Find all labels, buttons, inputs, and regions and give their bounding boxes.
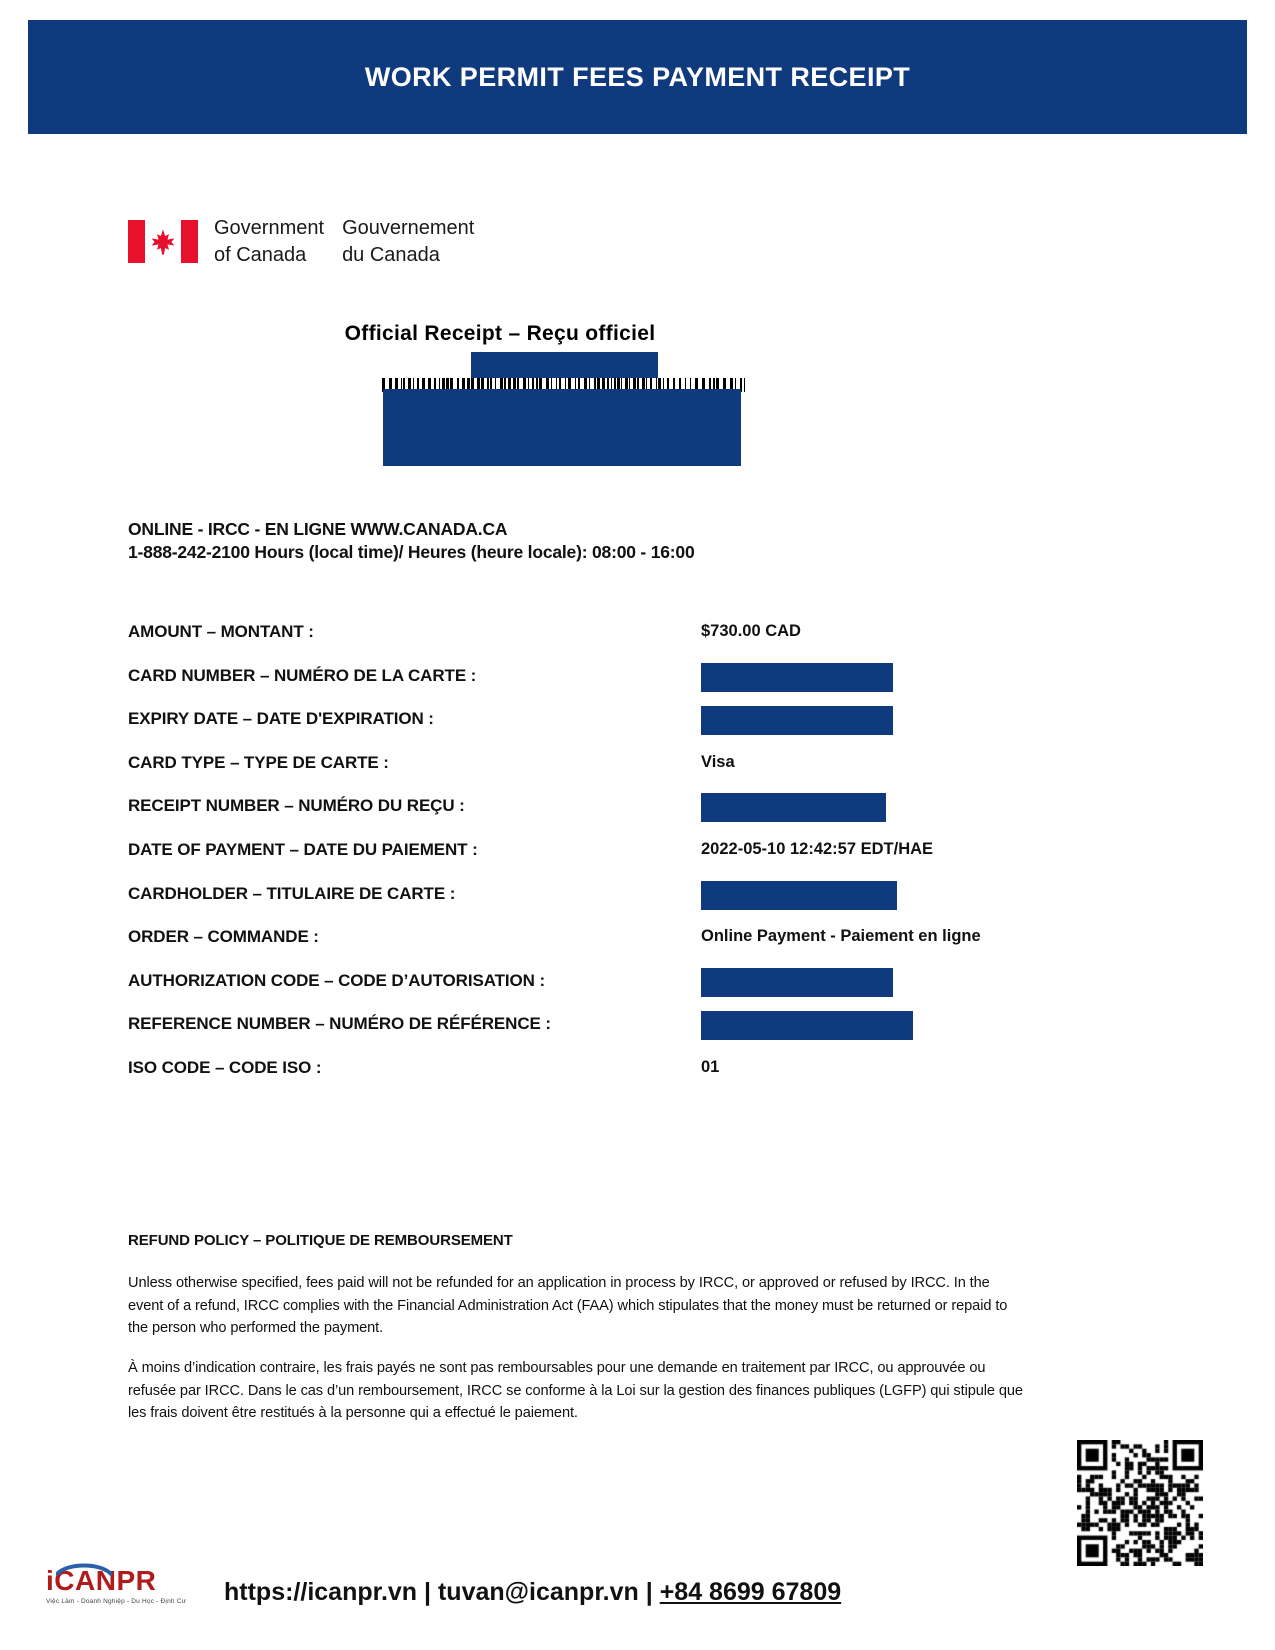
redaction-bar-field-value	[701, 663, 893, 692]
refund-policy-heading: REFUND POLICY – POLITIQUE DE REMBOURSEMENT	[128, 1232, 513, 1249]
contact-line-phone-hours: 1-888-242-2100 Hours (local time)/ Heures (heure locale): 08:00 - 16:00	[128, 542, 695, 563]
redaction-bar-field-value	[701, 1011, 913, 1040]
footer-separator-1: |	[417, 1578, 438, 1606]
header-banner	[28, 20, 1247, 134]
icanpr-logo	[46, 1567, 211, 1605]
field-row	[128, 1058, 1088, 1102]
field-row	[128, 753, 1088, 797]
field-label: AMOUNT – MONTANT :	[128, 622, 314, 641]
official-receipt-title: Official Receipt – Reçu officiel	[344, 322, 656, 345]
redaction-bar-field-value	[701, 968, 893, 997]
field-row	[128, 927, 1088, 971]
field-value: Visa	[701, 752, 735, 771]
redaction-bar-field-value	[701, 793, 886, 822]
canada-flag-icon	[128, 220, 198, 263]
field-label: RECEIPT NUMBER – NUMÉRO DU REÇU :	[128, 796, 465, 816]
icanpr-tagline: Việc Làm - Doanh Nghiệp - Du Học - Định Cư	[46, 1598, 187, 1605]
page-title: WORK PERMIT FEES PAYMENT RECEIPT	[364, 61, 911, 92]
wordmark-french-line2: du Canada	[342, 243, 440, 266]
field-label: AUTHORIZATION CODE – CODE D’AUTORISATION :	[128, 970, 546, 990]
footer-phone-link[interactable]: +84 8699 67809	[659, 1578, 842, 1606]
footer-email-link[interactable]: tuvan@icanpr.vn	[437, 1578, 639, 1606]
field-value: 2022-05-10 12:42:57 EDT/HAE	[701, 839, 934, 858]
field-value: 01	[701, 1057, 720, 1076]
field-label: CARDHOLDER – TITULAIRE DE CARTE :	[128, 883, 456, 903]
field-label: REFERENCE NUMBER – NUMÉRO DE RÉFÉRENCE :	[128, 1014, 551, 1034]
field-row	[128, 1014, 1088, 1058]
wordmark-french-line1: Gouvernement	[342, 217, 475, 239]
field-row	[128, 971, 1088, 1015]
field-value: Online Payment - Paiement en ligne	[701, 927, 981, 946]
government-of-canada-wordmark	[128, 215, 474, 268]
field-row	[128, 840, 1088, 884]
footer-contact-line	[224, 1578, 841, 1607]
field-row	[128, 622, 1088, 666]
wordmark-english-line1: Government	[214, 217, 325, 239]
field-label: CARD TYPE – TYPE DE CARTE :	[128, 752, 389, 772]
field-label: CARD NUMBER – NUMÉRO DE LA CARTE :	[128, 665, 477, 685]
field-label: EXPIRY DATE – DATE D'EXPIRATION :	[128, 709, 434, 729]
redaction-bar-barcode	[383, 389, 741, 466]
field-value: $730.00 CAD	[701, 622, 801, 640]
field-row	[128, 796, 1088, 840]
wordmark-english	[214, 215, 324, 268]
refund-policy-english: Unless otherwise specified, fees paid will not be refunded for an application in process by IRCC, or approved or refused by IRCC. In the event of a refund, IRCC complies with the Financial Administration Act (FAA) which stipulates that the money must be returned or repaid to the person who performed the payment.	[128, 1275, 1008, 1337]
field-label: DATE OF PAYMENT – DATE DU PAIEMENT :	[128, 839, 478, 859]
field-row	[128, 709, 1088, 753]
field-row	[128, 884, 1088, 928]
swoosh-icon	[56, 1561, 112, 1579]
wordmark-french	[342, 215, 474, 268]
contact-info	[128, 518, 694, 565]
redaction-bar-field-value	[701, 881, 897, 910]
maple-leaf-icon	[148, 227, 178, 257]
field-label: ISO CODE – CODE ISO :	[128, 1057, 322, 1077]
field-row	[128, 666, 1088, 710]
receipt-fields-table	[128, 622, 1088, 1102]
refund-policy-french: À moins d’indication contraire, les frais payés ne sont pas remboursables pour une demande en traitement par IRCC, ou approuvée ou refusée par IRCC. Dans le cas d’un remboursement, IRCC se conforme à la Loi sur la gestion des finances publiques (LGFP) qui stipule que les frais doivent être restitués à la personne qui a effectué le paiement.	[128, 1360, 1023, 1422]
qr-code-icon[interactable]	[1077, 1440, 1203, 1566]
wordmark-english-line2: of Canada	[214, 243, 307, 266]
icanpr-brand-name: iCANPR	[46, 1567, 211, 1595]
barcode-block	[382, 378, 747, 470]
footer-website-link[interactable]: https://icanpr.vn	[224, 1578, 418, 1606]
footer-separator-2: |	[638, 1578, 660, 1606]
redaction-bar-field-value	[701, 706, 893, 735]
contact-line-online: ONLINE - IRCC - EN LIGNE WWW.CANADA.CA	[128, 519, 508, 539]
field-label: ORDER – COMMANDE :	[128, 927, 319, 947]
